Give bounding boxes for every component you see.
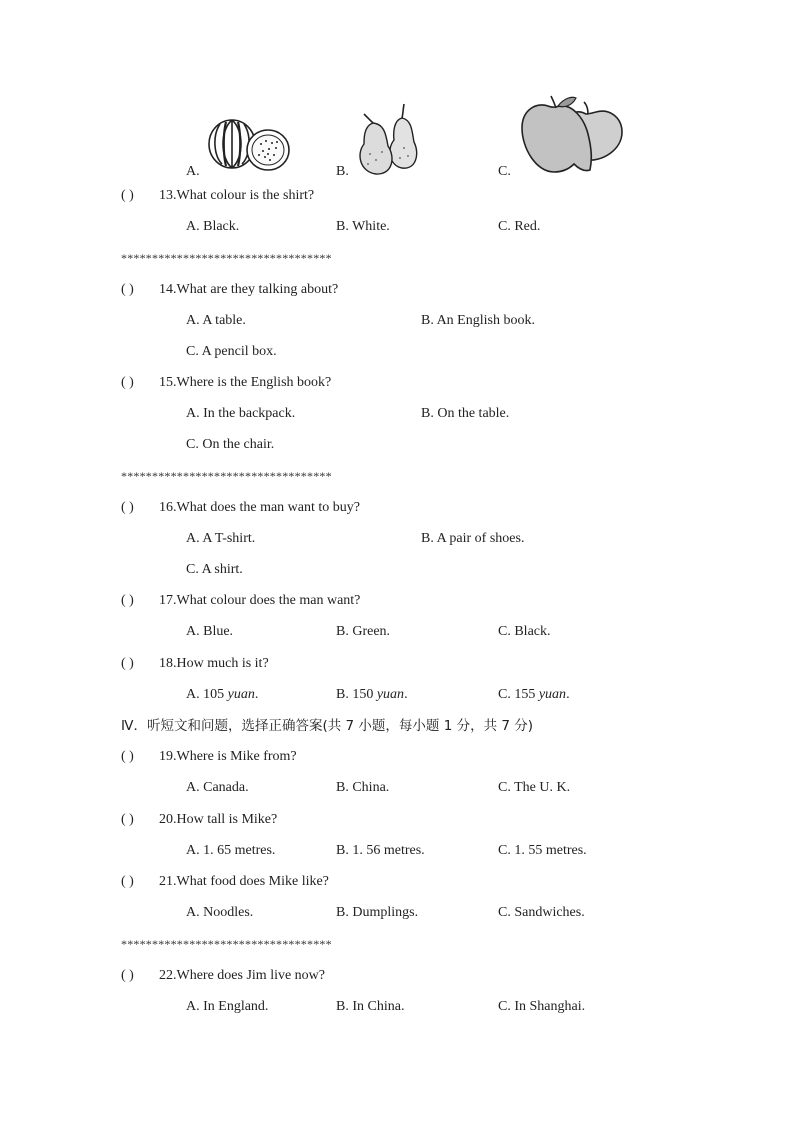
section-4-title: Ⅳ．听短文和问题，选择正确答案(共 7 小题，每小题 1 分，共 7 分) [121, 718, 534, 734]
option-a[interactable]: A. Noodles. [186, 905, 254, 920]
question-text: What are they talking about? [176, 282, 339, 297]
unit-yuan: yuan [227, 687, 255, 702]
option-a[interactable]: A. Blue. [186, 624, 234, 639]
question-number: 22. [159, 968, 177, 983]
option-b[interactable]: B. China. [336, 780, 390, 795]
option-c[interactable]: C. Black. [498, 624, 551, 639]
option-a[interactable]: A. 105 yuan. [186, 687, 259, 702]
watermelon-icon [206, 114, 292, 176]
question-text: How much is it? [176, 656, 269, 671]
answer-blank[interactable]: ( ) [121, 968, 134, 983]
separator: ********************************** [121, 469, 332, 483]
option-a[interactable]: A. Canada. [186, 780, 249, 795]
question-number: 16. [159, 500, 177, 515]
question-number: 20. [159, 812, 177, 827]
question-number: 18. [159, 656, 177, 671]
option-a[interactable]: A. In the backpack. [186, 406, 296, 421]
option-b[interactable]: B. On the table. [421, 406, 510, 421]
question-number: 19. [159, 749, 177, 764]
option-b[interactable]: B. An English book. [421, 313, 535, 328]
option-a[interactable]: A. Black. [186, 219, 240, 234]
unit-yuan: yuan [376, 687, 405, 702]
answer-blank[interactable]: ( ) [121, 812, 134, 827]
option-c[interactable]: C. A pencil box. [186, 344, 277, 359]
answer-blank[interactable]: ( ) [121, 749, 134, 764]
separator: ********************************** [121, 937, 332, 951]
option-c[interactable]: C. Red. [498, 219, 541, 234]
option-a[interactable]: A. In England. [186, 999, 269, 1014]
question-text: Where does Jim live now? [176, 968, 326, 983]
option-b[interactable]: B. 150 yuan. [336, 687, 408, 702]
option-b[interactable]: B. Green. [336, 624, 391, 639]
question-text: Where is the English book? [176, 375, 332, 390]
option-c[interactable]: C. 1. 55 metres. [498, 843, 587, 858]
unit-yuan: yuan [538, 687, 567, 702]
option-b[interactable]: B. 1. 56 metres. [336, 843, 425, 858]
pears-icon [356, 100, 422, 178]
answer-blank[interactable]: ( ) [121, 188, 134, 203]
question-number: 15. [159, 375, 177, 390]
question-text: What food does Mike like? [176, 874, 329, 889]
question-text: Where is Mike from? [176, 749, 297, 764]
question-text: What does the man want to buy? [176, 500, 361, 515]
answer-blank[interactable]: ( ) [121, 375, 134, 390]
option-b[interactable]: B. In China. [336, 999, 405, 1014]
q12-option-c[interactable]: C. [498, 164, 511, 179]
q12-option-a[interactable]: A. [186, 164, 200, 179]
answer-blank[interactable]: ( ) [121, 656, 134, 671]
option-c[interactable]: C. 155 yuan. [498, 687, 570, 702]
option-b[interactable]: B. White. [336, 219, 390, 234]
option-b[interactable]: B. A pair of shoes. [421, 531, 525, 546]
separator: ********************************** [121, 251, 332, 265]
question-text: What colour is the shirt? [176, 188, 315, 203]
q12-option-b[interactable]: B. [336, 164, 349, 179]
option-c[interactable]: C. A shirt. [186, 562, 243, 577]
option-a[interactable]: A. A table. [186, 313, 246, 328]
option-a[interactable]: A. A T-shirt. [186, 531, 256, 546]
answer-blank[interactable]: ( ) [121, 593, 134, 608]
option-b[interactable]: B. Dumplings. [336, 905, 419, 920]
question-number: 21. [159, 874, 177, 889]
question-number: 17. [159, 593, 177, 608]
answer-blank[interactable]: ( ) [121, 282, 134, 297]
option-a[interactable]: A. 1. 65 metres. [186, 843, 276, 858]
question-text: What colour does the man want? [176, 593, 361, 608]
option-c[interactable]: C. Sandwiches. [498, 905, 585, 920]
apples-icon [518, 94, 626, 178]
option-c[interactable]: C. The U. K. [498, 780, 571, 795]
option-c[interactable]: C. On the chair. [186, 437, 275, 452]
answer-blank[interactable]: ( ) [121, 874, 134, 889]
question-text: How tall is Mike? [176, 812, 278, 827]
option-c[interactable]: C. In Shanghai. [498, 999, 586, 1014]
question-number: 14. [159, 282, 177, 297]
question-number: 13. [159, 188, 177, 203]
answer-blank[interactable]: ( ) [121, 500, 134, 515]
